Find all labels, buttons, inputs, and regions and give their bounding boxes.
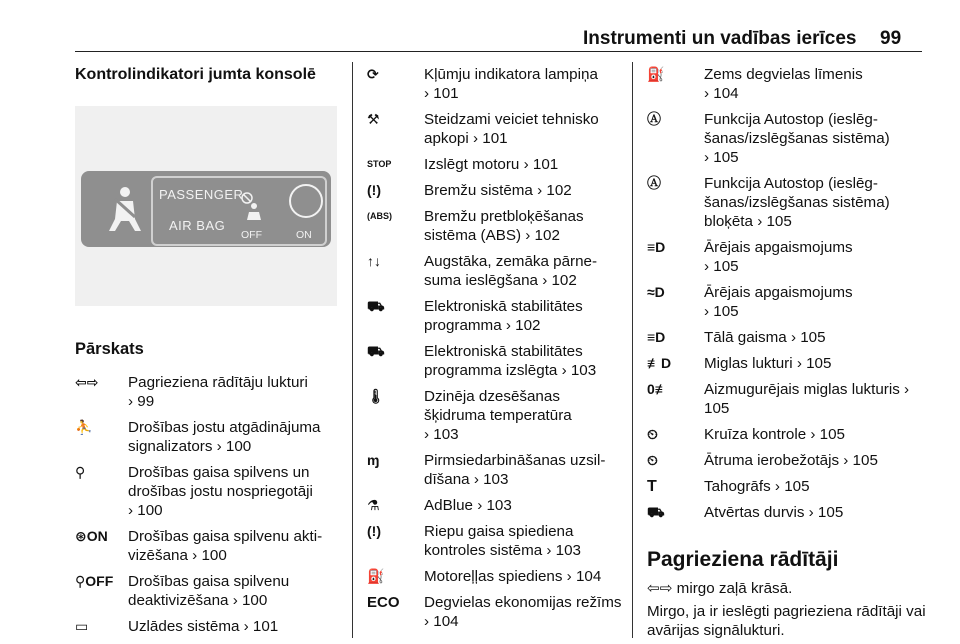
entry-text: Drošības gaisa spilvens un drošības jostu nospriegotāji › 100	[128, 464, 313, 519]
battery-icon: ▭	[75, 618, 89, 634]
entry-text: Augstāka, zemāka pārne-suma ieslēgšana › 102	[424, 253, 598, 289]
list-item	[75, 463, 340, 520]
list-item	[647, 283, 927, 321]
list-item	[647, 238, 927, 276]
list-item	[647, 110, 927, 167]
overview-list	[75, 373, 340, 636]
entry-text: Tahogrāfs › 105	[704, 478, 810, 495]
list-item	[647, 174, 927, 231]
gear-shift-icon: ↑↓	[367, 253, 381, 269]
turn-signals-para-2: Mirgo, ja ir ieslēgti pagrieziena rādītāji vai avārijas signālukturi.	[647, 603, 926, 639]
entry-text: Drošības jostu atgādinājuma signalizators › 100	[128, 419, 321, 455]
low-fuel-icon: ⛽	[647, 66, 665, 82]
list-item	[647, 354, 927, 373]
list-item	[367, 567, 622, 586]
page-header-title: Instrumenti un vadības ierīces	[583, 28, 857, 49]
entry-text: Bremžu sistēma › 102	[424, 182, 572, 199]
entry-text: Ātruma ierobežotājs › 105	[704, 452, 878, 469]
section-title-roof-console: Kontrolindikatori jumta konsolē	[75, 66, 316, 83]
entry-text: Elektroniskā stabilitātes programma › 102	[424, 298, 583, 334]
entry-text: Ārējais apgaismojums › 105	[704, 239, 853, 275]
entry-text: Degvielas ekonomijas režīms › 104	[424, 594, 622, 630]
tire-pressure-icon: (!)	[367, 523, 381, 539]
eco-icon: ECO	[367, 594, 400, 611]
list-item	[75, 617, 340, 636]
turn-signals-heading: Pagrieziena rādītāji	[647, 548, 839, 571]
entry-text: Bremžu pretbloķēšanas sistēma (ABS) › 102	[424, 208, 584, 244]
esp-icon: ⛟	[367, 298, 385, 314]
list-item	[75, 373, 340, 411]
adblue-icon: ⚗	[367, 497, 380, 513]
turn-signals-para-1: ⇦⇨ mirgo zaļā krāsā.	[647, 580, 793, 597]
list-item	[647, 451, 927, 470]
list-item	[367, 207, 622, 245]
header-rule	[75, 51, 922, 52]
speed-limiter-icon: ⏲	[647, 452, 658, 468]
list-item	[367, 65, 622, 103]
list-item	[75, 527, 340, 565]
service-wrench-icon: ⚒	[367, 111, 380, 127]
cruise-control-icon: ⏲	[647, 426, 658, 442]
entry-text: Atvērtas durvis › 105	[704, 504, 844, 521]
seatbelt-icon	[105, 185, 145, 233]
entry-text: Aizmugurējais miglas lukturis › 105	[704, 381, 910, 417]
entry-text: Elektroniskā stabilitātes programma izslēgta › 103	[424, 343, 597, 379]
airbag-label: AIR BAG	[169, 218, 226, 233]
entry-text: Drošības gaisa spilvenu akti-vizēšana › 100	[128, 528, 323, 564]
entry-text: Tālā gaisma › 105	[704, 329, 826, 346]
entry-text: Pirmsiedarbināšanas uzsil-dīšana › 103	[424, 452, 606, 488]
airbag-off-icon: ⚲OFF	[75, 573, 114, 589]
entry-text: Kļūmju indikatora lampiņa › 101	[424, 66, 598, 102]
column-2	[367, 65, 622, 638]
side-light-icon: ≈D	[647, 284, 665, 300]
entry-text: Steidzami veiciet tehnisko apkopi › 101	[424, 111, 599, 147]
oil-pressure-icon: ⛽	[367, 568, 385, 584]
column-3	[647, 65, 927, 644]
column-divider-1	[352, 62, 353, 638]
autostop-blocked-icon: Ⓐ	[647, 175, 661, 191]
list-item	[647, 477, 927, 496]
entry-text: Pagrieziena rādītāju lukturi ⁠› 99	[128, 374, 308, 410]
list-item	[367, 593, 622, 631]
list-item	[367, 522, 622, 560]
entry-text: Funkcija Autostop (ieslēg-šanas/izslēgšanas sistēma) bloķēta › 105	[704, 175, 890, 230]
airbag-off-icon	[239, 192, 269, 222]
airbag-on-icon: ⊛ON	[75, 528, 108, 544]
door-open-icon: ⛟	[647, 504, 665, 520]
entry-text: Miglas lukturi › 105	[704, 355, 832, 372]
entry-text: Riepu gaisa spiediena kontroles sistēma › 103	[424, 523, 582, 559]
turn-signal-icon: ⇦⇨	[75, 374, 99, 390]
list-item	[75, 572, 340, 610]
overview-title: Pārskats	[75, 340, 144, 358]
entry-text: Motoreļļas spiediens › 104	[424, 568, 602, 585]
passenger-airbag-box	[151, 176, 327, 246]
entry-text: AdBlue › 103	[424, 497, 512, 514]
column-divider-2	[632, 62, 633, 638]
list-item	[367, 451, 622, 489]
column-1	[75, 65, 340, 643]
abs-icon: (ABS)	[367, 211, 392, 221]
coolant-temperature-icon: 🌡	[367, 388, 385, 404]
list-item	[75, 418, 340, 456]
list-item	[647, 503, 927, 522]
brake-system-icon: (!)	[367, 182, 381, 198]
list-item	[647, 380, 927, 418]
stop-icon: STOP	[367, 159, 392, 169]
list-item	[367, 181, 622, 200]
esp-off-icon: ⛟	[367, 343, 385, 359]
airbag-on-icon	[289, 184, 323, 218]
autostop-icon: Ⓐ	[647, 111, 661, 127]
list-item	[367, 252, 622, 290]
list-item	[367, 342, 622, 380]
entry-text: Uzlādes sistēma › 101	[128, 618, 279, 635]
airbag-icon: ⚲	[75, 464, 86, 480]
list-item	[647, 65, 927, 103]
entry-text: Drošības gaisa spilvenu deaktivizēšana › 100	[128, 573, 290, 609]
seatbelt-reminder-icon: ⛹	[75, 419, 93, 435]
passenger-label: PASSENGER	[159, 187, 244, 202]
list-item	[367, 155, 622, 174]
rear-fog-light-icon: 0≢	[647, 381, 669, 397]
entry-text: Kruīza kontrole › 105	[704, 426, 845, 443]
list-item	[367, 496, 622, 515]
tachograph-icon: T	[647, 478, 657, 495]
on-label: ON	[296, 229, 312, 241]
list-item	[367, 387, 622, 444]
airbag-indicator-panel	[81, 171, 331, 247]
entry-text: Dzinēja dzesēšanas šķidruma temperatūra › 103	[424, 388, 572, 443]
list-item	[647, 425, 927, 444]
entry-text: Izslēgt motoru › 101	[424, 156, 559, 173]
entry-text: Ārējais apgaismojums › 105	[704, 284, 853, 320]
exterior-light-icon: ≡D	[647, 239, 666, 255]
list-item	[367, 110, 622, 148]
entry-text: Funkcija Autostop (ieslēg-šanas/izslēgšanas sistēma) › 105	[704, 111, 890, 166]
entry-text: Zems degvielas līmenis › 104	[704, 66, 863, 102]
roof-console-figure	[75, 106, 337, 306]
list-item	[647, 328, 927, 347]
list-item	[367, 297, 622, 335]
high-beam-icon: ≡D	[647, 329, 666, 345]
engine-malfunction-icon: ⟳	[367, 66, 379, 82]
fog-light-icon: ≢D	[647, 355, 672, 371]
preheating-icon: ɱ	[367, 452, 380, 468]
off-label: OFF	[241, 229, 262, 241]
page-number: 99	[880, 28, 902, 49]
